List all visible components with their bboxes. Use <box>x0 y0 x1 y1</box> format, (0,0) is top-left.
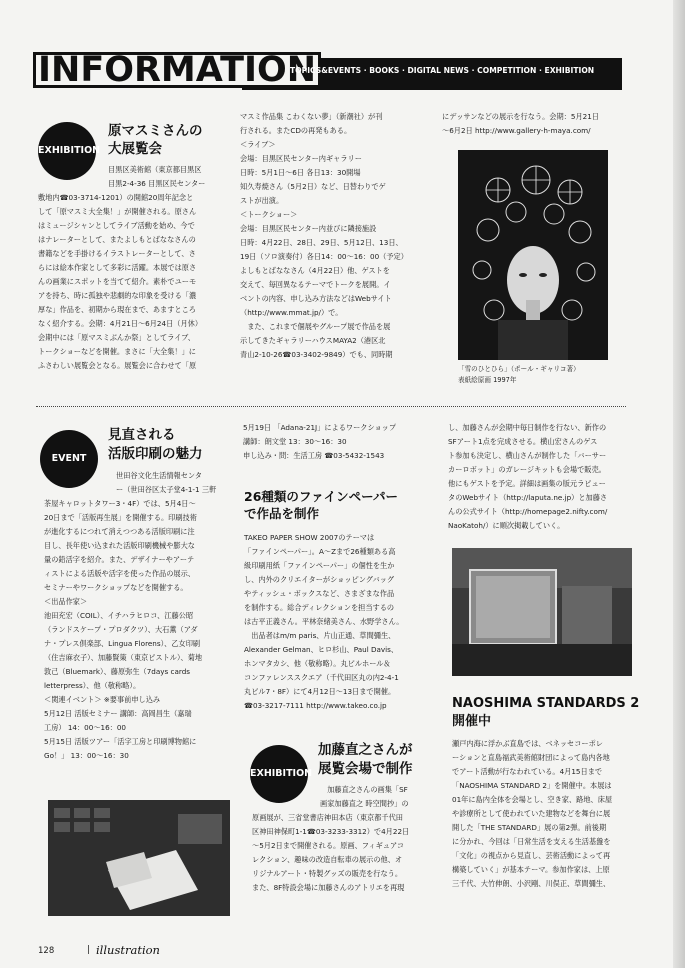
text-line: はナレーターとして、またよしもとばななさんの <box>38 235 196 244</box>
text-line: 目し、長年使い込まれた活版印刷機械や膨大な <box>44 541 195 550</box>
magazine-logo: illustration <box>96 943 160 957</box>
event-venue <box>116 469 216 497</box>
section-divider <box>36 406 626 407</box>
text-line: 20日まで「活版再生展」を開催する。印刷技術 <box>44 513 197 522</box>
text-line: NaoKatoh/）に順次掲載していく。 <box>448 521 565 530</box>
text-line: タのWebサイト（http://laputa.ne.jp）と加藤さ <box>448 493 608 502</box>
text-line: んの公式サイト（http://homepage2.nifty.com/ <box>448 507 608 516</box>
text-line: 原画展が、三省堂書店神田本店（東京都千代田 <box>252 813 403 822</box>
text-line: 会場：目黒区民センター内並びに隣接施設 <box>240 224 377 233</box>
studio-photo <box>452 548 632 676</box>
artwork-caption <box>458 364 580 386</box>
exhibition-badge: EXHIBITION <box>38 122 96 180</box>
paper-body <box>244 531 439 713</box>
text-line: 工房） 14：00～16：00 <box>44 723 126 732</box>
text-line: 「文化」の視点から見直し、芸術活動によって再 <box>452 851 611 860</box>
exhibition1-title-line1: 原マスミさんの <box>108 123 203 139</box>
text-line: 示してきたギャラリーハウスMAYA2（港区北 <box>240 336 386 345</box>
text-line: や診療所として使われていた建物などを舞台に展 <box>452 809 611 818</box>
naoshima-title-line2: 開催中 <box>452 714 492 729</box>
text-line: し、加藤さんが会期中毎日制作を行ない、新作の <box>448 423 607 432</box>
text-line: でアート活動が行なわれている。4月15日まで <box>452 767 603 776</box>
text-line: よしもとばななさん（4月22日）他、ゲストを <box>240 266 390 275</box>
event-title-line2: 活版印刷の魅力 <box>108 446 203 462</box>
paper-title-line2: で作品を制作 <box>244 506 320 521</box>
text-line: また、8F特設会場に加藤さんのアトリエを再現 <box>252 883 405 892</box>
text-line: を制作する。総合ディレクションを担当するの <box>244 603 395 612</box>
text-line: （住吉麻衣子）、加藤賢策（東京ピストル）、菊地 <box>44 653 203 662</box>
text-line: ナ・プレス倶楽部、Lingua Florens）、乙女印刷 <box>44 639 201 648</box>
exhibition2-badge: EXHIBITION <box>250 745 308 803</box>
text-line: が進化するにつれて消えつつある活版印刷に注 <box>44 527 195 536</box>
text-line: ト参加も決定し、横山さんが制作した「バーサー <box>448 451 607 460</box>
text-line: 「ファインペーパー」。A～Zまで26種類ある高 <box>244 547 396 556</box>
text-line: Go！」 13：00～16：30 <box>44 751 129 760</box>
text-line: にデッサンなどの展示を行なう。会期：5月21日 <box>442 112 599 121</box>
text-line: ☎03-3217-7111 http://www.takeo.co.jp <box>244 701 387 710</box>
event-badge: EVENT <box>40 430 98 488</box>
exhibition2-col3 <box>448 421 638 533</box>
text-line: TAKEO PAPER SHOW 2007のテーマは <box>244 533 375 542</box>
text-line: コンファレンススクエア（千代田区丸の内2-4-1 <box>244 673 399 682</box>
text-line: 区神田神保町1-1☎03-3233-3312）で4月22日 <box>252 827 410 836</box>
text-line: ～6月2日 http://www.gallery-h-maya.com/ <box>442 126 591 135</box>
text-line: ＜出品作家＞ <box>44 597 88 606</box>
text-line: 会期中には「原マスミぶんか祭」としてライブ、 <box>38 333 195 342</box>
text-line: 交えて、毎回異なるテーマでトークを展開。イ <box>240 280 391 289</box>
text-line: 量の鉛活字を紹介。また、デザイナーやアーテ <box>44 555 195 564</box>
text-line: SFアート1点を完成させる。横山宏さんのゲス <box>448 437 598 446</box>
page-number: 128 <box>38 946 55 956</box>
page-spine-shadow <box>673 0 685 968</box>
text-line: カーロボット」のガレージキットも会場で販売。 <box>448 465 606 474</box>
text-line: 行される。またCDの再発もある。 <box>240 126 352 135</box>
naoshima-body <box>452 737 638 891</box>
text-line: 丸ビル7・8F）にて4月12日～13日まで開催。 <box>244 687 396 696</box>
exhibition2-title-line2: 展覧会場で制作 <box>318 761 413 777</box>
text-line: レクション、趣味の改造自転車の展示の他、オ <box>252 855 403 864</box>
header-title-text: INFORMATION <box>33 52 321 88</box>
exhibition1-venue-line2: 目黒2-4-36 目黒区民センター <box>108 179 206 188</box>
text-line: ベントの内容、申し込み方法などはWebサイト <box>240 294 392 303</box>
text-line: マスミ作品集 こわくない夢」（新潮社）が刊 <box>240 112 383 121</box>
text-line: 01年に島内全体を会場とし、空き家、路地、床屋 <box>452 795 613 804</box>
text-line: 出品者はm/m paris、片山正通、草間彌生、 <box>244 631 396 640</box>
text-line: ストが出演。 <box>240 196 284 205</box>
text-line: ＜トークショー＞ <box>240 210 298 219</box>
text-line: また、これまで個展やグループ展で作品を展 <box>240 322 391 331</box>
caption-line2: 表紙絵原画 1997年 <box>458 376 517 384</box>
text-line: （http://www.mmat.jp/）で。 <box>240 308 343 317</box>
caption-line1: 「雪のひとひら」（ポール・ギャリコ著） <box>458 365 580 373</box>
text-line: 敷地内☎03-3714-1201）の開館20周年記念と <box>38 193 194 202</box>
text-line: 日時：5月1日～6日 各日13：30開場 <box>240 168 361 177</box>
event-col2 <box>243 421 443 463</box>
text-line: し、内外のクリエイターがショッピングバッグ <box>244 575 395 584</box>
exhibition2-title-line1: 加藤直之さんが <box>318 742 413 758</box>
text-line: 瀬戸内海に浮かぶ直島では、ベネッセコーポレ <box>452 739 603 748</box>
text-line: ＜ライブ＞ <box>240 140 276 149</box>
text-line: Alexander Gelman、ヒロ杉山、Paul Davis、 <box>244 645 399 654</box>
text-line: 厚な」作品を、初期から現在まで、あますところ <box>38 305 196 314</box>
exhibition1-venue-line1: 目黒区美術館（東京都目黒区 <box>108 165 202 174</box>
text-line: ィストによる活版や活字を使った作品の展示、 <box>44 569 195 578</box>
text-line: セミナーやワークショップなどを開催する。 <box>44 583 188 592</box>
artwork-snowflake-illustration <box>458 150 608 360</box>
text-line: 5月19日 「Adana-21J」によるワークショップ <box>243 423 397 432</box>
text-line: 茶屋キャロットタワー3・4F）では、5月4日～ <box>44 499 196 508</box>
event-body <box>44 497 239 763</box>
text-line: 知久寿焼さん（5月2日）など、日替わりでゲ <box>240 182 386 191</box>
header-title <box>33 50 321 90</box>
text-line: 申し込み・問：生活工房 ☎03-5432-1543 <box>243 451 385 460</box>
letterpress-type-image <box>48 800 230 916</box>
text-line: 三千代、大竹伸朗、小沢剛、川俣正、草間彌生、 <box>452 879 611 888</box>
naoshima-title-line1: NAOSHIMA STANDARDS 2 <box>452 696 640 711</box>
text-line: 級印刷用紙「ファインペーパー」の個性を生か <box>244 561 395 570</box>
event-venue-line2: ー（世田谷区太子堂4-1-1 三軒 <box>116 485 217 494</box>
text-line: らには絵本作家として多彩に活躍。本展では原さ <box>38 263 197 272</box>
text-line: アを持ち、時に孤独や悲劇的な印象を受ける「濃 <box>38 291 197 300</box>
text-line: 5月15日 活版ツアー「活字工房と印刷博物館に <box>44 737 197 746</box>
text-line: ～5月2日まで開催される。原画、フィギュアコ <box>252 841 404 850</box>
text-line: 画家加藤直之 時空間抄」の <box>320 799 409 808</box>
exhibition1-title-line2: 大展覧会 <box>108 141 162 157</box>
text-line: 書籍などを手掛けるイラストレーターとして、さ <box>38 249 196 258</box>
event-venue-line1: 世田谷文化生活情報センタ <box>116 471 202 480</box>
text-line: して「原マスミ大全集！」が開催される。原さん <box>38 207 197 216</box>
text-line: はミュージシャンとしてライブ活動を始め、今で <box>38 221 195 230</box>
footer-separator: | <box>87 945 91 955</box>
text-line: ホンマタカシ、他（敬称略）。丸ビルホール＆ <box>244 659 391 668</box>
text-line: ＜関連イベント＞ ※要事前申し込み <box>44 695 161 704</box>
exhibition1-col2 <box>240 110 435 362</box>
exhibition1-body <box>38 191 233 373</box>
header-subtitle: TOPICS&EVENTS · BOOKS · DIGITAL NEWS · COMPETITION · EXHIBITION <box>290 66 595 75</box>
artist-studio-image <box>452 548 632 676</box>
text-line: ーションと直島福武美術館財団によって島内各地 <box>452 753 610 762</box>
text-line: 他にもゲストを予定。詳細は画集の版元ラピュー <box>448 479 606 488</box>
text-line: なく紹介する。会期：4月21日～6月24日（月休） <box>38 319 203 328</box>
text-line: リジナルアート・特製グッズの販売を行なう。 <box>252 869 403 878</box>
text-line: んの画業にスポットを当てて紹介。素朴でユーモ <box>38 277 197 286</box>
text-line: 開した「THE STANDARD」展の第2弾。前後期 <box>452 823 607 832</box>
text-line: letterpress）、他（敬称略）。 <box>44 681 141 690</box>
letterpress-photo <box>48 800 230 916</box>
text-line: やティッシュ・ボックスなど、さまざまな作品 <box>244 589 395 598</box>
paper-title-line1: 26種類のファインペーパー <box>244 489 399 504</box>
text-line: は古平正義さん。平林奈緒美さん、水野学さん。 <box>244 617 404 626</box>
event-title-line1: 見直される <box>108 427 176 443</box>
text-line: 講師：朗文堂 13：30～16：30 <box>243 437 347 446</box>
text-line: 構築していく」が基本テーマ。参加作家は、上原 <box>452 865 610 874</box>
text-line: 敦己（Bluemark）、藤原弥生（7days cards <box>44 667 191 676</box>
text-line: 「NAOSHIMA STANDARD 2」を開催中。本展は <box>452 781 612 790</box>
text-line: 加藤直之さんの画集「SF <box>320 785 408 794</box>
text-line: ふさわしい展覧会となる。展覧会に合わせて「原 <box>38 361 197 370</box>
text-line: （ランドスケープ・プロダクツ）、大石薫（アダ <box>44 625 198 634</box>
exhibition1-venue <box>108 163 205 191</box>
exhibition2-body <box>252 783 447 895</box>
text-line: 池田充宏（COIL）、イチハラヒロコ、江藤公昭 <box>44 611 194 620</box>
text-line: 5月12日 活版セミナー 講師：高岡昌生（嘉瑞 <box>44 709 192 718</box>
exhibition1-col3 <box>442 110 632 138</box>
text-line: 青山2-10-26☎03-3402-9849）でも、同時期 <box>240 350 393 359</box>
text-line: トークショーなどを開催。まさに「大全集！」に <box>38 347 196 356</box>
text-line: に分かれ、今回は「日常生活を支える生活基盤を <box>452 837 611 846</box>
text-line: 会場：目黒区民センター内ギャラリー <box>240 154 362 163</box>
text-line: 19日（ソロ演奏付）各日14：00～16：00（予定） <box>240 252 408 261</box>
text-line: 日時：4月22日、28日、29日、5月12日、13日、 <box>240 238 403 247</box>
snowflake-artwork-image <box>458 150 608 360</box>
